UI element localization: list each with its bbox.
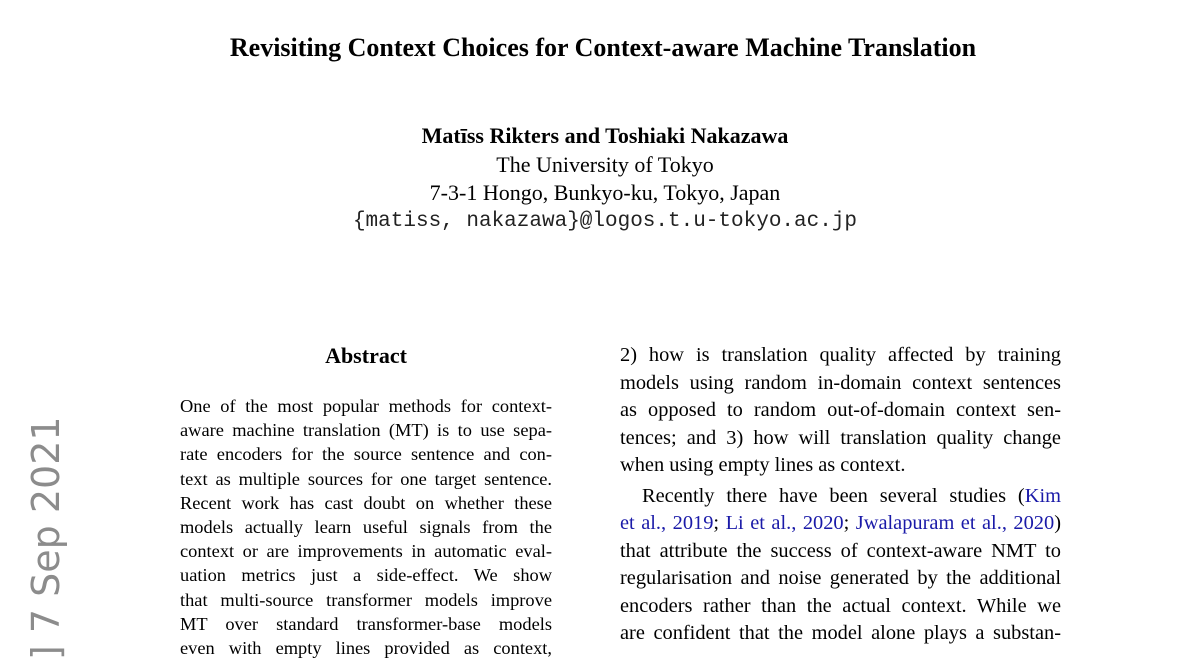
body-line: as opposed to random out-of-domain context sen- <box>620 399 1061 421</box>
abstract-line: uation metrics just a side-effect. We show <box>180 565 552 586</box>
body-line: 2) how is translation quality affected by training <box>620 344 1061 366</box>
author-address: 7-3-1 Hongo, Bunkyo-ku, Tokyo, Japan <box>429 180 781 205</box>
paper-title: Revisiting Context Choices for Context-aware Machine Translation <box>229 33 977 62</box>
abstract-heading: Abstract <box>325 343 407 368</box>
author-block <box>0 122 1200 236</box>
abstract-line: One of the most popular methods for context- <box>180 396 552 416</box>
abstract-body <box>180 394 552 660</box>
body-line-with-citation <box>620 483 1061 511</box>
citation-separator: ; <box>713 512 726 534</box>
body-line: encoders rather than the actual context. While we <box>620 594 1061 617</box>
author-affiliation: The University of Tokyo <box>496 151 714 177</box>
author-email[interactable]: {matiss, nakazawa}@logos.t.u-tokyo.ac.jp <box>352 209 858 233</box>
body-line: models using random in-domain context sentences <box>620 371 1061 394</box>
citation-link[interactable]: Kim <box>1024 484 1061 507</box>
citation-link[interactable]: Li et al., 2020 <box>725 512 844 534</box>
body-text: Recently there have been several studies ( <box>642 484 1025 507</box>
abstract-line: that multi-source transformer models improve <box>180 589 552 610</box>
body-line: regularisation and noise generated by the additional <box>620 567 1061 589</box>
citation-close: ) <box>1054 512 1061 534</box>
body-line: when using empty lines as context. <box>620 454 906 476</box>
abstract-line: rate encoders for the source sentence and con- <box>180 444 552 465</box>
abstract-line: even with empty lines provided as context, <box>180 638 552 659</box>
abstract-line: models actually learn useful signals from the <box>180 517 552 538</box>
citation-link[interactable]: et al., 2019 <box>620 512 714 534</box>
citation-separator: ; <box>843 512 856 534</box>
arxiv-sidebar-stamp: ] 7 Sep 2021 <box>24 416 68 660</box>
abstract-line: text as multiple sources for one target sentence. <box>180 468 552 489</box>
abstract-line: context or are improvements in automatic eval- <box>180 541 552 562</box>
body-line: tences; and 3) how will translation quality change <box>620 426 1061 449</box>
abstract-line: MT over standard transformer-base models <box>180 613 552 634</box>
body-line-with-citations <box>620 510 1061 538</box>
citation-link[interactable]: Jwalapuram et al., 2020 <box>855 512 1055 534</box>
body-line: are confident that the model alone plays a substan- <box>620 622 1061 644</box>
author-names: Matīss Rikters and Toshiaki Nakazawa <box>421 123 789 148</box>
body-line: that attribute the success of context-aware NMT to <box>620 539 1061 562</box>
right-column-text <box>620 342 1061 648</box>
abstract-line: Recent work has cast doubt on whether these <box>180 492 552 513</box>
abstract-line: aware machine translation (MT) is to use sepa- <box>180 420 552 441</box>
